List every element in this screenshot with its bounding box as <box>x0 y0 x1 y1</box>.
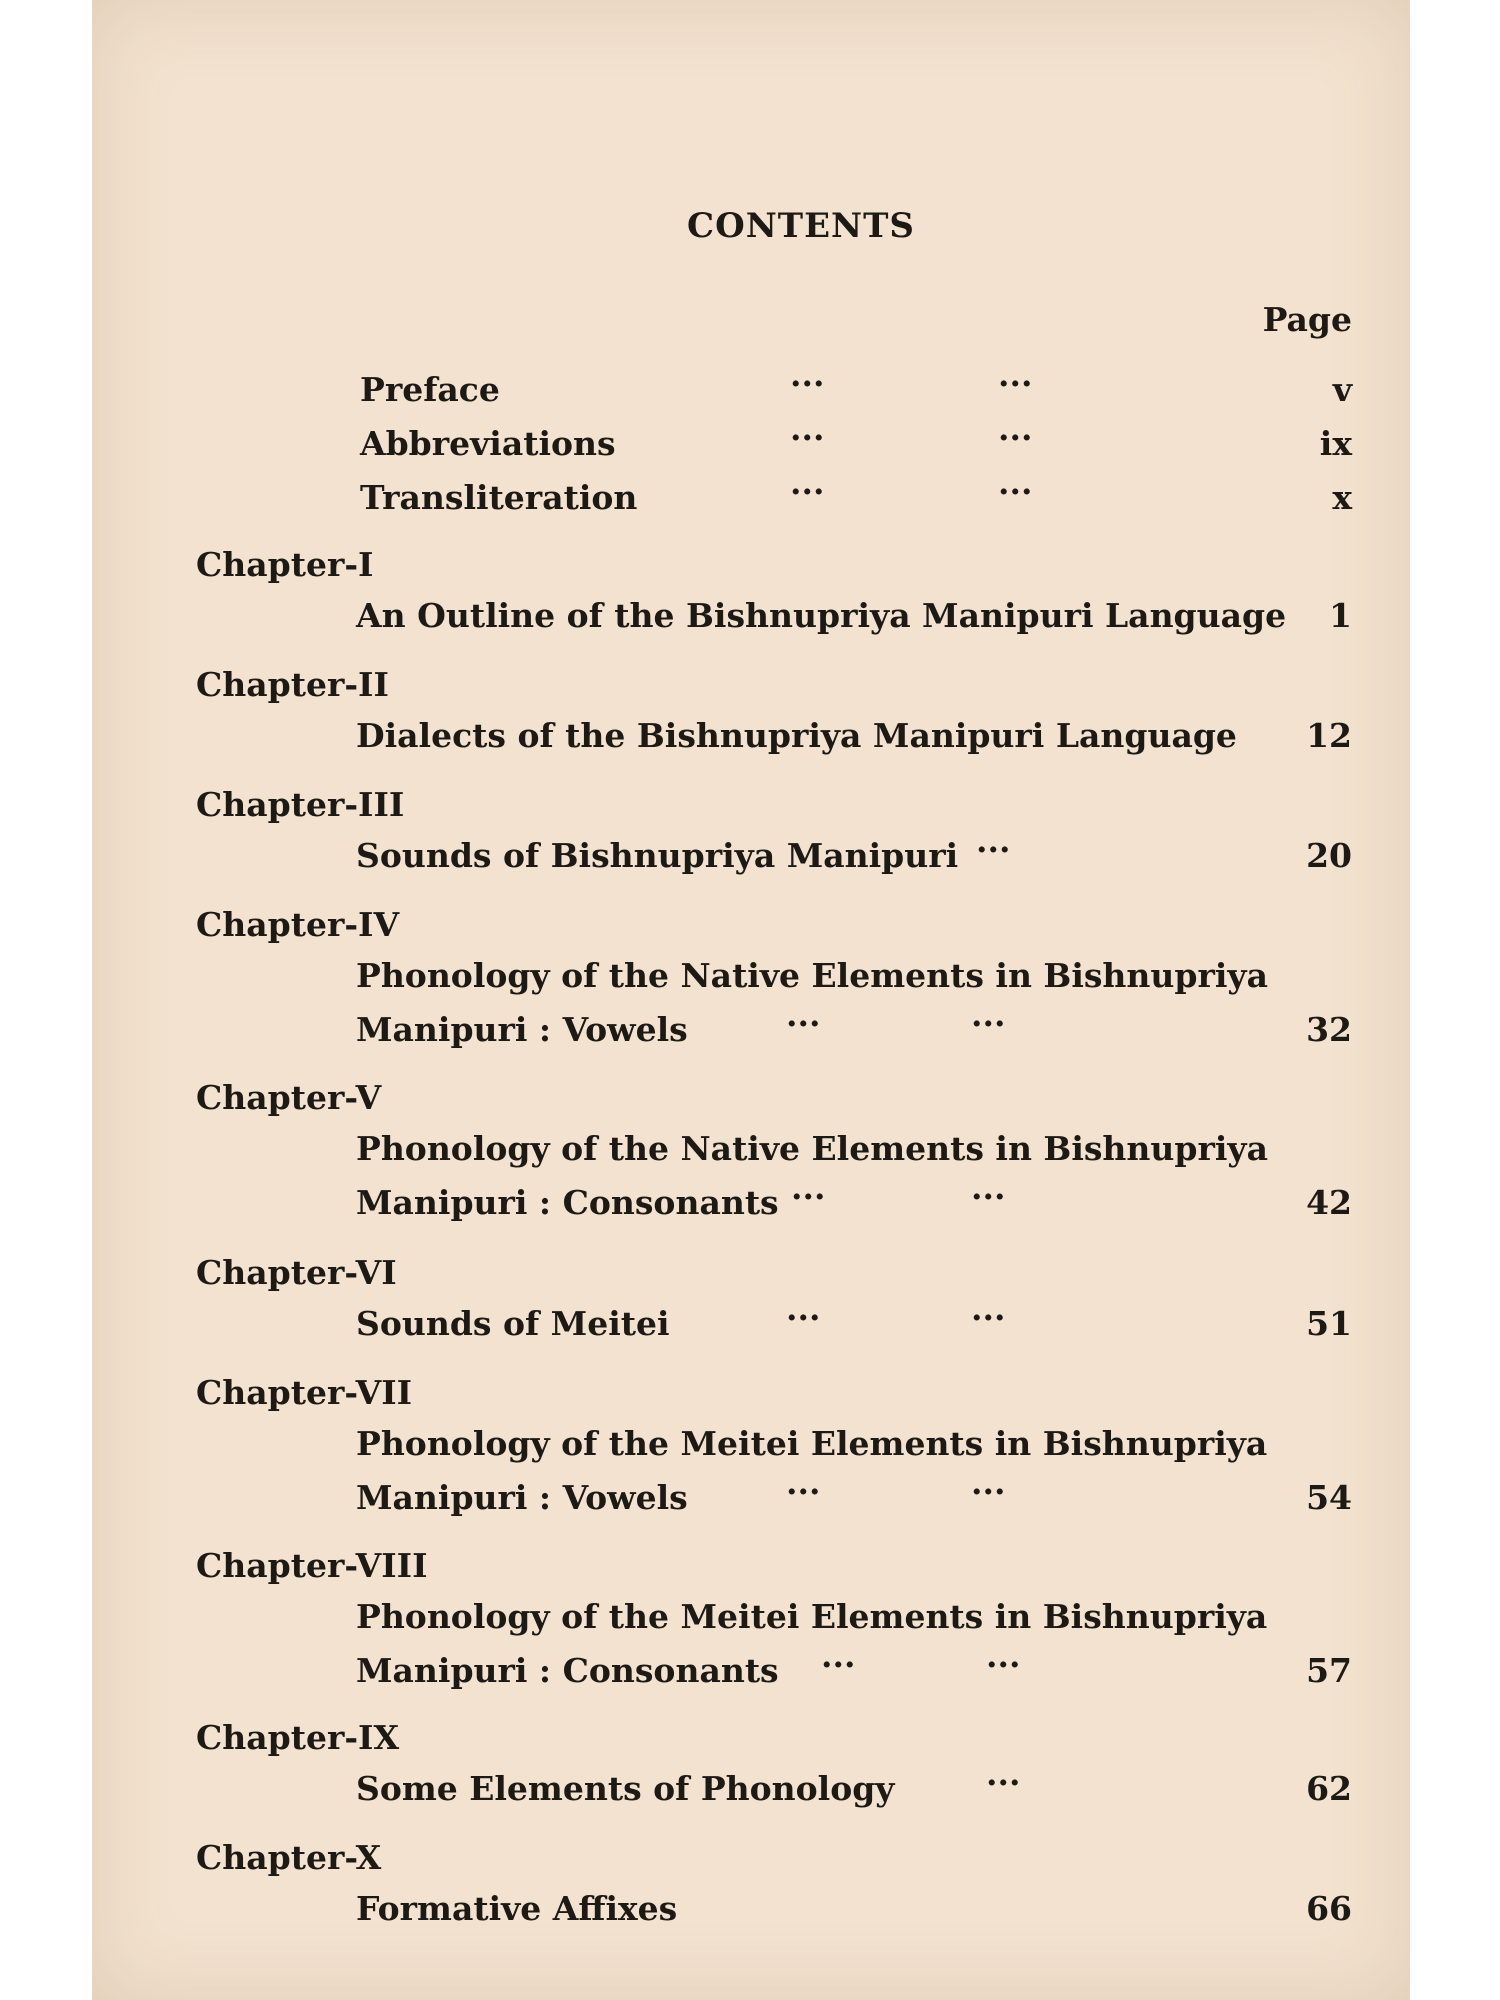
leader-dots: ··· <box>998 418 1033 457</box>
leader-dots: ··· <box>786 1298 821 1337</box>
toc-entry-title: Phonology of the Meitei Elements in Bishnupriya <box>356 1597 1268 1636</box>
leader-dots: ··· <box>791 1177 826 1216</box>
toc-entry-chapter-4[interactable] <box>356 956 1352 1064</box>
toc-entry-chapter-10[interactable] <box>356 1889 1352 1943</box>
leader-dots: ··· <box>971 1177 1006 1216</box>
toc-entry-title: Sounds of Bishnupriya Manipuri <box>356 836 959 875</box>
toc-entry-chapter-2[interactable] <box>356 716 1352 770</box>
chapter-heading: Chapter-VII <box>196 1373 413 1412</box>
leader-dots: ··· <box>971 1472 1006 1511</box>
leader-dots: ··· <box>786 1004 821 1043</box>
chapter-heading: Chapter-VIII <box>196 1546 428 1585</box>
chapter-heading: Chapter-IV <box>196 905 400 944</box>
leader-dots: ··· <box>986 1645 1021 1684</box>
toc-entry-title-continued: Manipuri : Consonants <box>356 1183 779 1222</box>
toc-entry-transliteration[interactable] <box>360 472 1352 528</box>
toc-entry-title-continued: Manipuri : Vowels <box>356 1478 688 1517</box>
leader-dots: ··· <box>971 1004 1006 1043</box>
leader-dots: ··· <box>971 1298 1006 1337</box>
toc-entry-label: Preface <box>360 370 500 409</box>
page-column-header: Page <box>1262 300 1352 339</box>
leader-dots: ··· <box>790 418 825 457</box>
toc-entry-title-continued: Manipuri : Consonants <box>356 1651 779 1690</box>
book-page <box>92 0 1410 2000</box>
toc-page-number: 1 <box>1329 596 1352 635</box>
chapter-heading: Chapter-VI <box>196 1253 397 1292</box>
chapter-heading: Chapter-IX <box>196 1718 400 1757</box>
chapter-heading: Chapter-II <box>196 665 389 704</box>
toc-entry-title: An Outline of the Bishnupriya Manipuri Language <box>356 596 1287 635</box>
leader-dots: ··· <box>790 472 825 511</box>
toc-entry-abbreviations[interactable] <box>360 418 1352 474</box>
chapter-heading: Chapter-V <box>196 1078 382 1117</box>
toc-entry-title-continued: Manipuri : Vowels <box>356 1010 688 1049</box>
toc-page-number: 51 <box>1306 1304 1352 1343</box>
toc-entry-title: Phonology of the Meitei Elements in Bishnupriya <box>356 1424 1268 1463</box>
toc-page-number: v <box>1332 370 1352 409</box>
toc-entry-chapter-7[interactable] <box>356 1424 1352 1532</box>
toc-page-number: 20 <box>1306 836 1352 875</box>
toc-entry-title: Phonology of the Native Elements in Bishnupriya <box>356 1129 1268 1168</box>
page-title: CONTENTS <box>687 206 915 246</box>
toc-page-number: x <box>1332 478 1352 517</box>
toc-entry-chapter-1[interactable] <box>356 596 1352 650</box>
toc-entry-title: Dialects of the Bishnupriya Manipuri Language <box>356 716 1237 755</box>
leader-dots: ··· <box>786 1472 821 1511</box>
toc-entry-chapter-6[interactable] <box>356 1298 1352 1358</box>
toc-entry-label: Abbreviations <box>360 424 616 463</box>
toc-page-number: 32 <box>1306 1010 1352 1049</box>
leader-dots: ··· <box>821 1645 856 1684</box>
leader-dots: ··· <box>790 364 825 403</box>
toc-page-number: 54 <box>1306 1478 1352 1517</box>
toc-entry-chapter-8[interactable] <box>356 1597 1352 1705</box>
toc-page-number: 42 <box>1306 1183 1352 1222</box>
toc-entry-chapter-9[interactable] <box>356 1763 1352 1823</box>
toc-page-number: 12 <box>1306 716 1352 755</box>
leader-dots: ··· <box>976 830 1011 869</box>
toc-entry-preface[interactable] <box>360 364 1352 420</box>
toc-page-number: 57 <box>1306 1651 1352 1690</box>
toc-entry-chapter-5[interactable] <box>356 1129 1352 1237</box>
leader-dots: ··· <box>986 1763 1021 1802</box>
toc-page-number: 66 <box>1306 1889 1352 1928</box>
toc-entry-title: Formative Affixes <box>356 1889 678 1928</box>
toc-entry-title: Sounds of Meitei <box>356 1304 670 1343</box>
chapter-heading: Chapter-III <box>196 785 405 824</box>
toc-entry-title: Phonology of the Native Elements in Bishnupriya <box>356 956 1268 995</box>
toc-entry-chapter-3[interactable] <box>356 830 1352 890</box>
chapter-heading: Chapter-I <box>196 545 374 584</box>
toc-entry-title: Some Elements of Phonology <box>356 1769 895 1808</box>
toc-page-number: ix <box>1319 424 1352 463</box>
leader-dots: ··· <box>998 472 1033 511</box>
toc-entry-label: Transliteration <box>360 478 638 517</box>
chapter-heading: Chapter-X <box>196 1838 382 1877</box>
leader-dots: ··· <box>998 364 1033 403</box>
toc-page-number: 62 <box>1306 1769 1352 1808</box>
